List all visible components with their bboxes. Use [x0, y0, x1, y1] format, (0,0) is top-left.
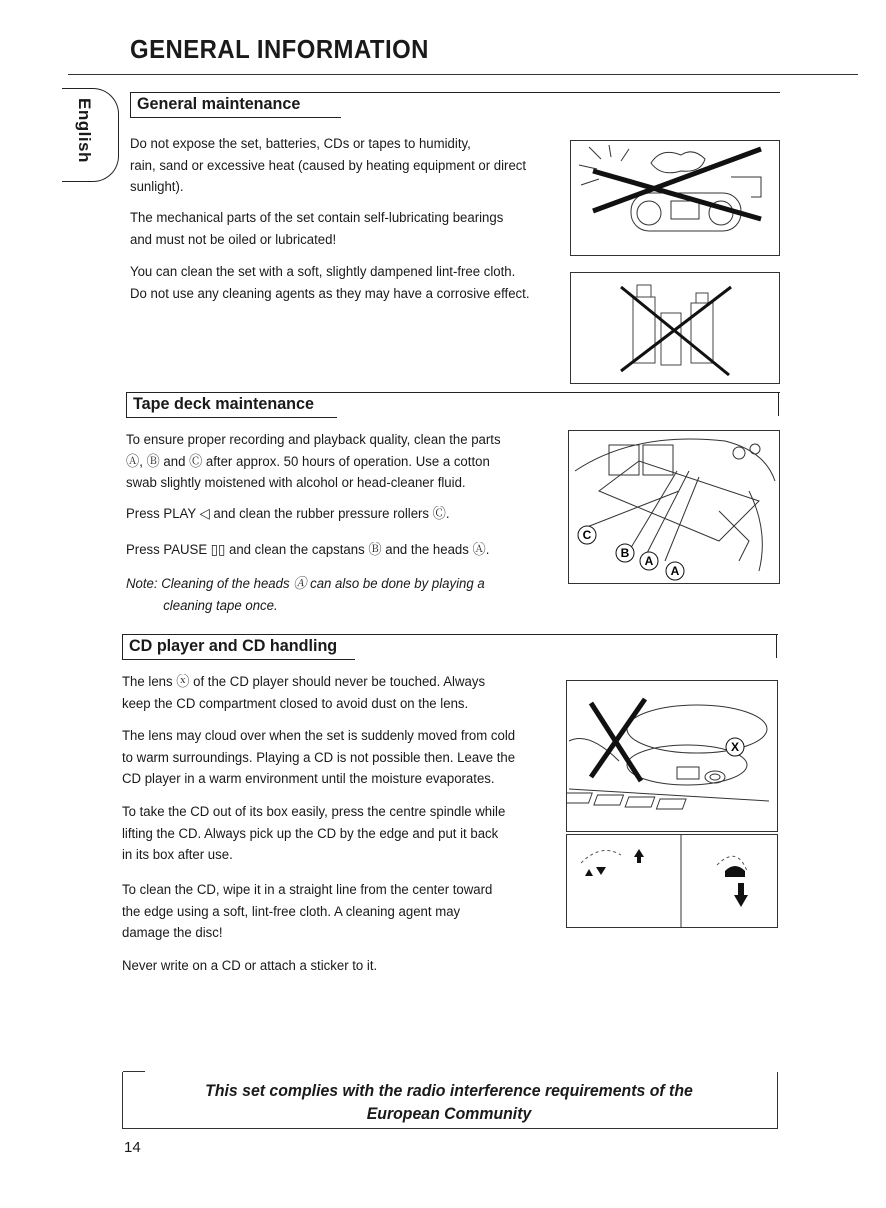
figure-cd-box: [566, 834, 778, 928]
page-title: GENERAL INFORMATION: [130, 34, 429, 64]
label-x: X: [730, 740, 740, 754]
figure-no-cleaning-agents: [570, 272, 780, 384]
arrow-up-icon: [585, 869, 593, 876]
header-rule: [68, 74, 858, 75]
section-heading-general-maintenance: General maintenance: [130, 92, 341, 118]
paragraph: The lens may cloud over when the set is suddenly moved from cold to warm surroundings. Playing a CD is not possible then. Leave the CD player in a warm environment until the moisture evaporates.: [122, 728, 516, 787]
section-heading-tape-deck: Tape deck maintenance: [126, 392, 337, 418]
label-a: A: [644, 554, 654, 568]
paragraph: Never write on a CD or attach a sticker to it.: [122, 958, 378, 974]
section-rule: [354, 634, 778, 635]
arrow-down-icon: [734, 895, 748, 907]
label-c: C: [582, 528, 592, 542]
paragraph: Press PLAY ◁ and clean the rubber pressure rollers Ⓒ.: [126, 506, 450, 522]
section-rule: [776, 634, 777, 658]
paragraph: To clean the CD, wipe it in a straight line from the center toward the edge using a soft, lint-free cloth. A cleaning agent may damage the disc!: [122, 882, 493, 941]
figure-tape-deck: [568, 430, 780, 584]
arrow-up-icon: [634, 849, 644, 857]
arrow-down-icon: [596, 867, 606, 875]
figure-cd-lens: [566, 680, 778, 832]
paragraph: Press PAUSE ▯▯ and clean the capstans Ⓑ and the heads Ⓐ.: [126, 542, 490, 558]
paragraph: The lens ⓧ of the CD player should never be touched. Always keep the CD compartment closed to avoid dust on the lens.: [122, 674, 486, 712]
compliance-statement: This set complies with the radio interference requirements of the European Community: [205, 1082, 693, 1123]
figure-no-heat-sun: [570, 140, 780, 256]
label-b: B: [620, 546, 630, 560]
section-rule: [336, 392, 780, 393]
section-heading-cd-handling: CD player and CD handling: [122, 634, 355, 660]
language-tab-label: English: [75, 98, 94, 163]
paragraph: The mechanical parts of the set contain self-lubricating bearings and must not be oiled or lubricated!: [130, 210, 504, 248]
paragraph: To ensure proper recording and playback quality, clean the parts Ⓐ, Ⓑ and Ⓒ after approx. 50 hours of operation. Use a cotton swab slightly moistened with alcohol or head-cleaner fluid.: [126, 432, 501, 491]
page-number: 14: [124, 1139, 141, 1156]
note: Note: Cleaning of the heads Ⓐ can also be done by playing a cleaning tape once.: [126, 576, 485, 614]
paragraph: You can clean the set with a soft, slightly dampened lint-free cloth. Do not use any cleaning agents as they may have a corrosive effect.: [130, 264, 530, 302]
section-rule: [778, 392, 779, 416]
section-rule: [340, 92, 780, 93]
paragraph: To take the CD out of its box easily, press the centre spindle while lifting the CD. Always pick up the CD by the edge and put it back in its box after use.: [122, 804, 506, 863]
paragraph: Do not expose the set, batteries, CDs or tapes to humidity, rain, sand or excessive heat (caused by heating equipment or direct sunlight).: [130, 136, 527, 195]
label-a-2: A: [670, 564, 680, 578]
